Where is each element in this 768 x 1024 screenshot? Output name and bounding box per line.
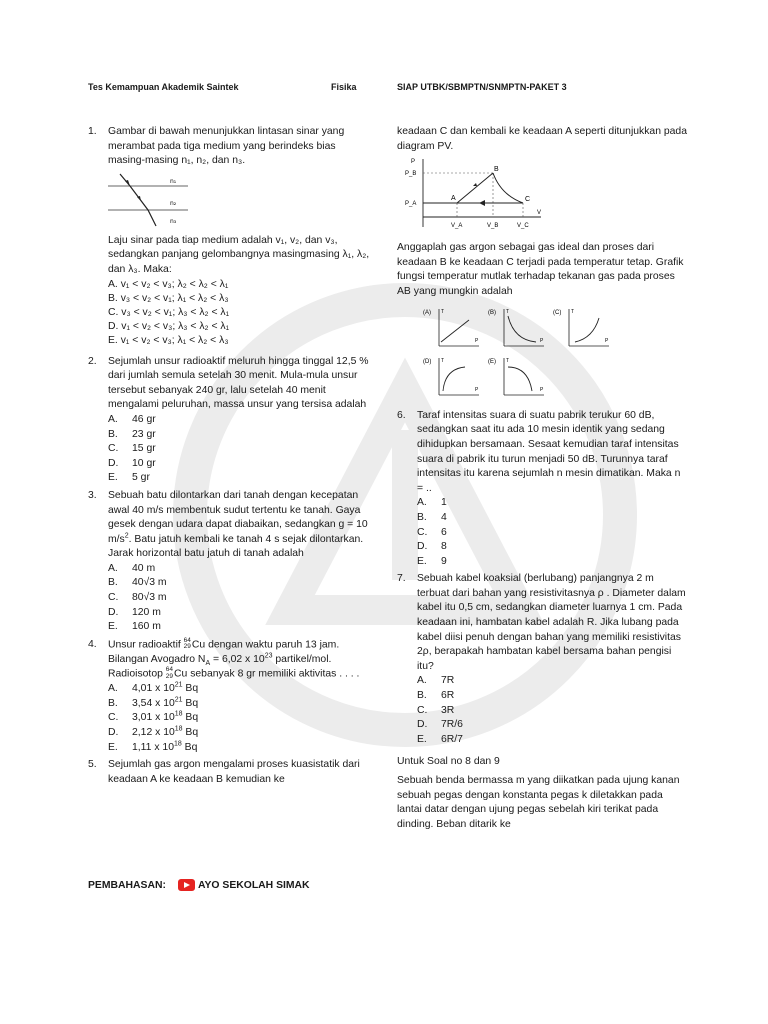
option-e: E. 160 m xyxy=(108,621,161,633)
option-b: B. v₃ < v₂ < v₁; λ₁ < λ₂ < λ₃ xyxy=(108,292,229,304)
option-e: E. v₁ < v₂ < v₃; λ₁ < λ₂ < λ₃ xyxy=(108,335,229,347)
isotope-notation: 64 29 xyxy=(183,636,191,651)
graph-option-b xyxy=(488,306,546,350)
answer-options xyxy=(417,674,687,747)
pv-axis-p: P xyxy=(411,159,416,166)
section-title: Untuk Soal no 8 dan 9 xyxy=(397,756,500,768)
answer-options xyxy=(108,278,370,349)
option-a: A. 4,01 x $10^{21}$ Bq xyxy=(108,681,199,695)
footer-label: PEMBAHASAN: xyxy=(88,879,166,891)
option-a: A. 40 m xyxy=(108,562,156,574)
svg-text:T: T xyxy=(505,358,509,365)
option-b: B. 3,54 x $10^{21}$ Bq xyxy=(108,696,199,709)
svg-text:P: P xyxy=(539,337,544,344)
question-text: Taraf intensitas suara di suatu pabrik terukur 60 dB, sedangkan saat itu ada 10 mesin identik yang sedang dihidupkan bersamaan. Sesaat kemudian taraf intensitas suara di pabrik itu turun menjadi 50 dB. Turunnya taraf intensitas itu karena sejumlah n mesin dimatikan. Maka n = .. xyxy=(417,409,681,494)
header-package: SIAP UTBK/SBMPTN/SNMPTN-PAKET 3 xyxy=(397,82,567,92)
question-number: 7. xyxy=(397,573,406,585)
option-a: A. 1 xyxy=(417,497,447,509)
option-a: A. 46 gr xyxy=(108,413,156,425)
option-d: D. 2,12 x $10^{18}$ Bq xyxy=(108,725,199,738)
question-body: Laju sinar pada tiap medium adalah v₁, v₂, dan v₃, sedangkan panjang gelombangnya masingmasing λ₁, λ₂, dan λ₃. Maka: xyxy=(108,234,370,275)
pv-label-va: V_A xyxy=(451,223,463,230)
question-2 xyxy=(88,355,370,486)
option-b: B. 4 xyxy=(417,511,447,523)
svg-text:(A): (A) xyxy=(423,309,431,316)
question-number: 5. xyxy=(88,759,97,771)
option-c: C. 80√3 m xyxy=(108,592,167,604)
pv-point-a: A xyxy=(451,195,456,203)
option-c: C. 3,01 x $10^{18}$ Bq xyxy=(108,710,199,724)
tp-graph-options xyxy=(423,306,633,405)
question-text: Sebuah batu dilontarkan dari tanah dengan kecepatan awal 40 m/s membentuk sudut tertentu ke tanah. Gaya gesek dengan udara dapat diabaikan, sedangkan g = 10 $m/s^2$. Batu jatuh kembali ke tanah 4 s sejak dilontarkan. Jarak horizontal batu jatuh di tanah adalah xyxy=(108,489,368,560)
svg-text:(D): (D) xyxy=(423,359,432,366)
graph-option-d xyxy=(423,355,481,399)
graph-option-a xyxy=(423,306,481,350)
fig-label-n2: n₂ xyxy=(170,199,177,207)
answer-options xyxy=(417,496,687,569)
footer-channel-name[interactable]: AYO SEKOLAH SIMAK xyxy=(197,879,310,891)
isotope-notation: 64 29 xyxy=(165,666,174,680)
svg-text:P: P xyxy=(475,337,479,344)
option-b: B. 40√3 m xyxy=(108,577,167,589)
graph-option-c xyxy=(553,306,611,350)
option-d: D. v₁ < v₂ < v₃; λ₃ < λ₂ < λ₁ xyxy=(108,321,230,333)
pv-diagram xyxy=(401,157,551,235)
option-a: A. v₁ < v₂ < v₃; λ₂ < λ₂ < λ₁ xyxy=(108,278,229,290)
svg-text:T: T xyxy=(441,358,445,365)
graph-option-e xyxy=(488,355,546,399)
question-text: Sebuah kabel koaksial (berlubang) panjangnya 2 m terbuat dari bahan yang resistivitasnya ρ . Diameter dalam kabel itu 0,5 cm, sedangkan diameter luarnya 1 cm. Pada keadaan ini, hambatan kabel adalah R. Jika lubang pada kabel diisi penuh dengan bahan yang memiliki resistivitas 2ρ, berapakah hambatan kabel bersama bahan pengisi itu? xyxy=(417,573,686,672)
question-5-continued: keadaan C dan kembali ke keadaan A seperti ditunjukkan pada diagram PV. xyxy=(397,126,687,152)
question-number: 6. xyxy=(397,409,406,421)
svg-text:(B): (B) xyxy=(487,309,496,316)
pv-label-pa: P_A xyxy=(405,201,417,208)
svg-text:P: P xyxy=(475,387,479,394)
option-e: E. 6R/7 xyxy=(417,733,463,745)
option-a: A. 7R xyxy=(417,675,455,687)
option-b: B. 6R xyxy=(417,690,455,702)
question-number: 2. xyxy=(88,355,97,367)
question-3 xyxy=(88,489,370,635)
refraction-figure xyxy=(108,172,188,228)
question-number: 3. xyxy=(88,489,97,501)
question-5 xyxy=(88,758,370,787)
question-intro: Gambar di bawah menunjukkan lintasan sinar yang merambat pada tiga medium yang berindeks bias masing-masing n₁, n₂, dan n₃. xyxy=(108,126,345,167)
pv-label-vc: V_C xyxy=(517,223,529,230)
pv-label-pb: P_B xyxy=(405,171,417,178)
fig-label-n3: n₃ xyxy=(170,217,177,225)
option-c: C. 6 xyxy=(417,526,447,538)
pv-point-b: B xyxy=(494,166,499,174)
fig-label-n1: n₁ xyxy=(170,177,177,185)
svg-text:T: T xyxy=(570,308,574,315)
answer-options xyxy=(108,682,370,755)
option-d: D. 10 gr xyxy=(108,457,156,469)
left-column xyxy=(88,125,370,790)
svg-text:P: P xyxy=(539,387,544,394)
option-c: C. v₃ < v₂ < v₁; λ₃ < λ₂ < λ₁ xyxy=(108,306,230,318)
header-test-name: Tes Kemampuan Akademik Saintek xyxy=(88,82,239,92)
pv-label-vb: V_B xyxy=(487,223,499,230)
question-text: Unsur radioaktif 64 29Cu dengan waktu paruh 13 jam. Bilangan Avogadro $N_A = 6,02$ x $10^{23}$ partikel/mol. Radioisotop 64 29Cu sebanyak 8 gr memiliki aktivitas . . . . xyxy=(108,636,360,680)
option-d: D. 8 xyxy=(417,541,447,553)
option-e: E. 1,11 x $10^{18}$ Bq xyxy=(108,740,198,753)
header-subject: Fisika xyxy=(331,82,357,92)
option-d: D. 120 m xyxy=(108,606,161,618)
answer-options xyxy=(108,413,370,486)
section-text: Sebuah benda bermassa m yang diikatkan pada ujung kanan sebuah pegas dengan konstanta pegas k diletakkan pada lantai datar dengan ujung pegas sebelah kiri terikat pada dinding. Beban ditarik ke xyxy=(397,775,680,830)
option-c: C. 15 gr xyxy=(108,443,156,455)
svg-text:(E): (E) xyxy=(487,359,496,366)
footer xyxy=(88,879,310,891)
option-c: C. 3R xyxy=(417,704,455,716)
option-e: E. 9 xyxy=(417,555,447,567)
svg-text:P: P xyxy=(604,337,609,344)
option-e: E. 5 gr xyxy=(108,472,150,484)
question-number: 4. xyxy=(88,638,97,650)
svg-text:T: T xyxy=(441,308,445,315)
question-1 xyxy=(88,125,370,349)
question-6 xyxy=(397,409,687,570)
question-number: 1. xyxy=(88,126,97,137)
option-d: D. 7R/6 xyxy=(417,719,463,731)
question-7 xyxy=(397,572,687,747)
question-5-body: Anggaplah gas argon sebagai gas ideal dan proses dari keadaan B ke keadaan C terjadi pada temperatur tetap. Grafik fungsi temperatur mutlak terhadap tekanan gas pada proses AB yang mungkin adalah xyxy=(397,242,684,297)
svg-text:T: T xyxy=(505,308,509,315)
pv-point-c: C xyxy=(525,196,531,204)
question-text-start: Sejumlah gas argon mengalami proses kuasistatik dari keadaan A ke keadaan B kemudian ke xyxy=(108,759,360,785)
answer-options xyxy=(108,562,370,635)
option-b: B. 23 gr xyxy=(108,428,156,440)
right-column xyxy=(397,125,687,832)
pv-axis-v: V xyxy=(537,210,542,217)
youtube-icon xyxy=(178,879,195,891)
question-text: Sejumlah unsur radioaktif meluruh hingga tinggal 12,5 % dari jumlah semula setelah 30 menit. Mula-mula unsur tersebut sebanyak 240 gr, lalu setelah 40 menit mengalami peluruhan, massa unsur yang tersisa adalah xyxy=(108,355,369,411)
question-4 xyxy=(88,638,370,755)
svg-text:(C): (C) xyxy=(552,309,562,316)
